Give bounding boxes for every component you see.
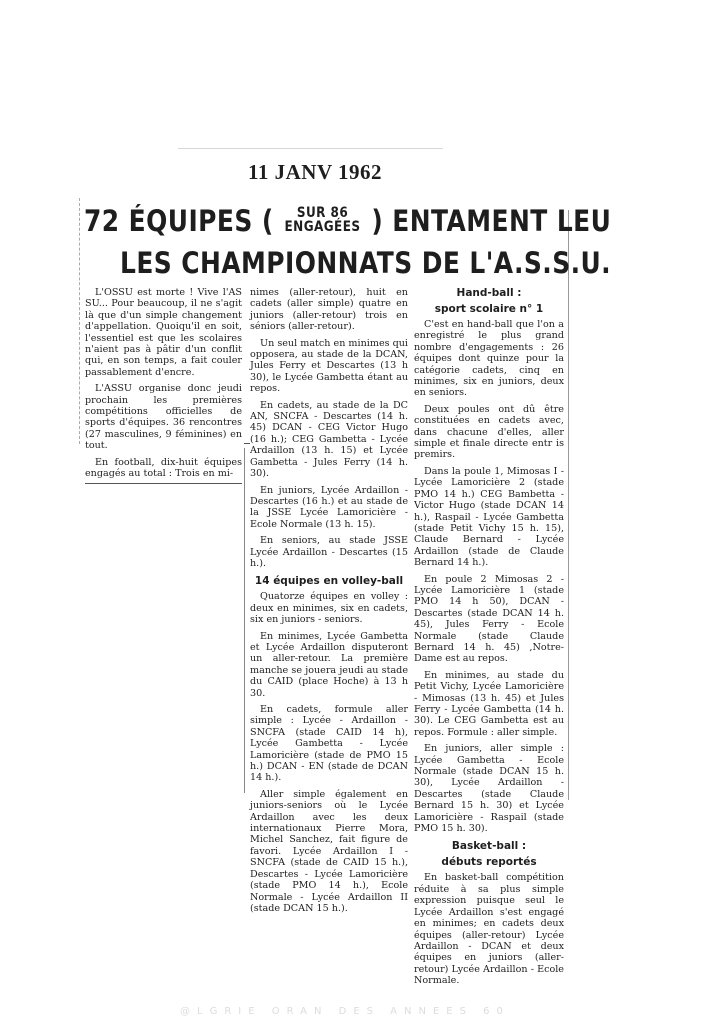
paragraph: Quatorze équipes en volley : deux en minimes, six en cadets, six en juniors - seniors. (250, 591, 408, 626)
column-3 (414, 287, 564, 992)
paragraph: Deux poules ont dû être constituées en cadets avec, dans chacune d'elles, aller simple et finale directe entr is premirs. (414, 403, 564, 461)
watermark-footer: @LGRIE ORAN DES ANNEES 60 (180, 1006, 510, 1017)
paragraph: nimes (aller-retour), huit en cadets (aller simple) quatre en juniors (aller-retour) trois en séniors (aller-retour). (250, 287, 408, 333)
headline-line-2: LES CHAMPIONNATS DE L'A.S.S.U. (120, 246, 612, 280)
top-rule (178, 148, 443, 149)
paragraph: En juniors, aller simple : Lycée Gambetta - Ecole Normale (stade DCAN 15 h. 30), Lycée Ardaillon - Descartes (stade Claude Bernard 15 h. 30) et Lycée Lamoricière - Raspail (stade PMO 15 h. 30). (414, 743, 564, 835)
paragraph: En poule 2 Mimosas 2 - Lycée Lamoricière 1 (stade PMO 14 h 50), DCAN - Descartes (stade DCAN 14 h. 45), Jules Ferry - Ecole Normale (stade Claude Bernard 14 h. 45) ,Notre-Dame est au repos. (414, 573, 564, 665)
paragraph: Dans la poule 1, Mimosas I - Lycée Lamoricière 2 (stade PMO 14 h.) CEG Bambetta - Victor Hugo (stade DCAN 14 h.), Raspail - Lycée Gambetta (stade Petit Vichy 15 h. 15), Claude Bernard - Lycée Ardaillon (stade de Claude Bernard 14 h.). (414, 465, 564, 569)
paragraph: C'est en hand-ball que l'on a enregistré le plus grand nombre d'engagements : 26 équipes dont quinze pour la catégorie cadets, cinq en minimes, six en juniors, deux en seniors. (414, 319, 564, 399)
column-1 (85, 287, 242, 484)
headline-part-2: ) ENTAMENT LEU (371, 204, 612, 238)
handball-subheading: sport scolaire n° 1 (434, 303, 544, 315)
paragraph: En seniors, au stade JSSE Lycée Ardaillon - Descartes (15 h.). (250, 535, 408, 569)
paragraph: Aller simple également en juniors-seniors où le Lycée Ardaillon avec les deux internationaux Pierre Mora, Michel Sanchez, fait figure de favori. Lycée Ardaillon I - SNCFA (stade de CAID 15 h.), Descartes - Lycée Lamoricière (stade PMO 14 h.), Ecole Normale - Lycée Ardaillon II (stade DCAN 15 h.). (250, 788, 408, 914)
column-divider (244, 448, 245, 793)
clipping-date: 11 JANV 1962 (248, 160, 382, 184)
headline-small-text (285, 206, 361, 234)
paragraph: En football, dix-huit équipes engagés au total : Trois en mi- (85, 456, 242, 480)
paragraph: En minimes, Lycée Gambetta et Lycée Ardaillon disputeront un aller-retour. La première manche se jouera jeudi au stade du CAID (place Hoche) à 13 h 30. (250, 630, 408, 699)
paragraph: En juniors, Lycée Ardaillon - Descartes (16 h.) et au stade de la JSSE Lycée Lamoricière - Ecole Normale (13 h. 15). (250, 484, 408, 530)
volley-heading: 14 équipes en volley-ball (254, 575, 404, 588)
paragraph: En minimes, au stade du Petit Vichy, Lycée Lamoricière - Mimosas (13 h. 45) et Jules Ferry - Lycée Gambetta (14 h. 30). Le CEG Gambetta est au repos. Formule : aller simple. (414, 669, 564, 738)
paragraph: En cadets, formule aller simple : Lycée - Ardaillon - SNCFA (stade CAID 14 h), Lycée Gambetta - Lycée Lamoricière (stade de PMO 15 h.) DCAN - EN (stade de DCAN 14 h.). (250, 704, 408, 784)
headline-part-1: 72 ÉQUIPES ( (84, 204, 274, 238)
basket-heading: Basket-ball : (451, 840, 527, 853)
headline-line-1 (84, 204, 612, 242)
basket-subheading: débuts reportés (441, 856, 537, 869)
paragraph: En basket-ball compétition réduite à sa plus simple expression puisque seul le Lycée Ardaillon s'est engagé en minimes; en cadets deux équipes (aller-retour) Lycée Ardaillon - DCAN et deux équipes en juniors (aller-retour) Lycée Ardaillon - Ecole Normale. (414, 872, 564, 987)
clipping-left-edge (79, 198, 80, 444)
column-2 (250, 287, 408, 919)
paragraph: Un seul match en minimes qui opposera, au stade de la DCAN, Jules Ferry et Descartes (13 h 30), le Lycée Gambetta étant au repos. (250, 337, 408, 395)
handball-heading: Hand-ball : (456, 287, 522, 299)
headline-small-top: SUR 86 (296, 205, 349, 221)
clipping-right-edge (568, 210, 569, 800)
paragraph: L'OSSU est morte ! Vive l'AS SU... Pour beaucoup, il ne s'agit là que d'un simple changement d'appellation. Quoiqu'il en soit, l'essentiel est que les scolaires n'aient pas à pâtir d'un conflit qui, en son temps, a fait couler passablement d'encre. (85, 287, 242, 378)
paragraph: L'ASSU organise donc jeudi prochain les premières compétitions officielles de sports d'équipes. 36 rencontres (27 masculines, 9 féminines) en tout. (85, 383, 242, 452)
headline-small-bottom: ENGAGÉES (284, 219, 361, 235)
paragraph: En cadets, au stade de la DC AN, SNCFA - Descartes (14 h. 45) DCAN - CEG Victor Hugo (16 h.); CEG Gambetta - Lycée Ardaillon (13 h. 15) et Lycée Gambetta - Jules Ferry (14 h. 30). (250, 399, 408, 480)
